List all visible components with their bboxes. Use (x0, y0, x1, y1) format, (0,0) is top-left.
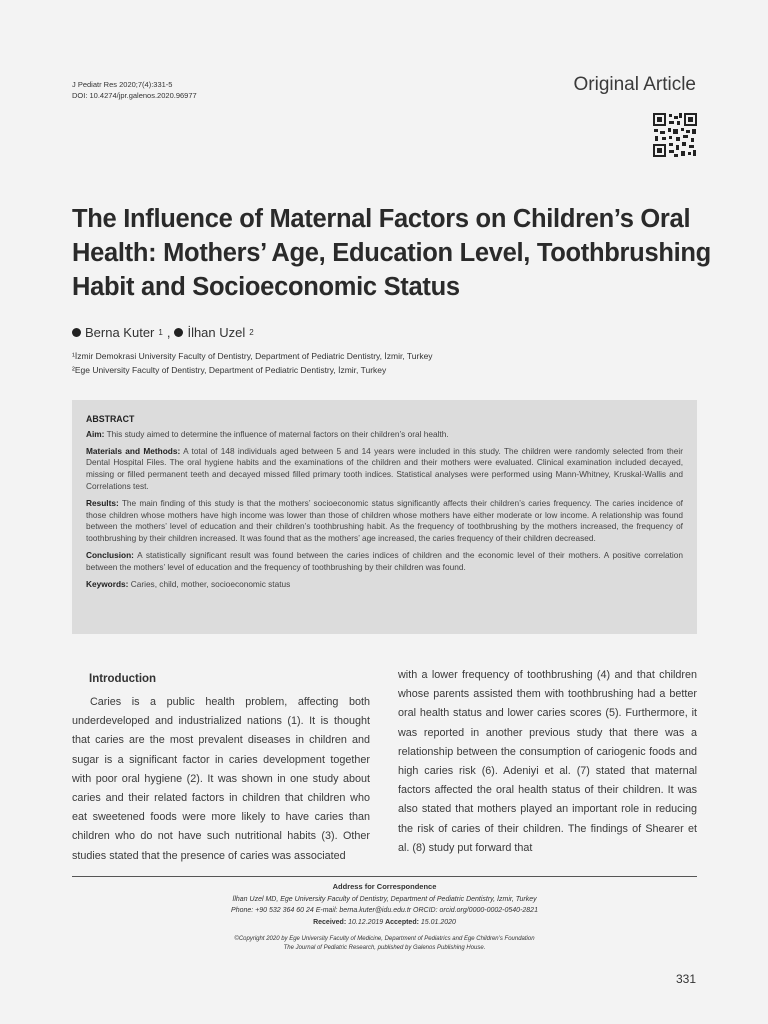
abstract-results-label: Results: (86, 497, 119, 508)
received-date: 10.12.2019 (346, 919, 386, 926)
author-affiliation-number: 2 (249, 328, 254, 337)
journal-header (72, 79, 197, 101)
affiliation-2: ²Ege University Faculty of Dentistry, Department of Pediatric Dentistry, İzmir, Turkey (72, 365, 387, 375)
received-label: Received: (313, 919, 347, 926)
abstract-results (86, 498, 683, 545)
body-text-left-column: Caries is a public health problem, affecting both underdeveloped and industrialized nations (1). It is thought that caries are the most prevalent diseases in children and sugar is a significant factor in caries development together with poor oral hygiene (2). It was shown in one study about caries and their related factors in children that children who eat sweetened foods were more likely to have caries than children who do not have such nutritional habits (3). Other studies stated that the presence of caries was associated (72, 696, 370, 862)
affiliation-1: ¹İzmir Demokrasi University Faculty of Dentistry, Department of Pediatric Dentistry, İzmir, Turkey (72, 351, 433, 361)
abstract-methods-label: Materials and Methods: (86, 445, 181, 456)
page-number: 331 (675, 972, 696, 986)
correspondence-contact: Phone: +90 532 364 60 24 E-mail: berna.kuter@idu.edu.tr ORCID: orcid.org/0000-0002-0540-2821 (231, 907, 538, 914)
author-affiliation-number: 1 (158, 328, 163, 337)
copyright-line-1: ©Copyright 2020 by Ege University Faculty of Medicine, Department of Pediatrics and Ege Children’s Foundation (234, 936, 535, 942)
abstract-methods-text: A total of 148 individuals aged between 5 and 14 years were included in this study. The children were randomly selected from their Dental Hospital Files. The oral hygiene habits and the examinations of the children and their mothers were evaluated. Clinical examination included decayed, missing or filled permanent teeth and decayed missed filled primary tooth indices. Statistical analyses were performed using Mann-Whitney, Kruskal-Wallis and Correlations test. (86, 445, 683, 491)
abstract-conclusion-text: A statistically significant result was found between the caries indices of children and the economic level of their mothers. A positive correlation between the mothers’ level of education and the frequency of toothbrushing by their children was found. (86, 549, 683, 572)
abstract-conclusion-label: Conclusion: (86, 549, 134, 560)
accepted-label: Accepted: (385, 919, 419, 926)
abstract-methods (86, 446, 683, 493)
abstract-keywords (86, 579, 683, 591)
footer-divider (72, 876, 697, 877)
correspondence-dates (72, 918, 697, 929)
section-heading-introduction: Introduction (89, 673, 157, 685)
author-name: İlhan Uzel (187, 325, 246, 340)
author-list (72, 325, 254, 340)
accepted-date: 15.01.2020 (418, 919, 456, 926)
abstract-box (72, 400, 697, 634)
copyright-notice (72, 935, 697, 952)
abstract-keywords-text: Caries, child, mother, socioeconomic status (128, 578, 291, 589)
correspondence-title: Address for Correspondence (332, 882, 437, 891)
abstract-aim (86, 429, 683, 441)
abstract-aim-text: This study aimed to determine the influence of maternal factors on their children’s oral health. (104, 428, 449, 439)
abstract-heading: ABSTRACT (86, 414, 135, 424)
abstract-aim-label: Aim: (86, 428, 105, 439)
body-text-right-column: with a lower frequency of toothbrushing (4) and that children whose parents assisted them with toothbrushing had a better oral health status and lower caries scores (5). Furthermore, it was reported in another previous study that there was a relationship between the consumption of cariogenic foods and high caries risk (6). Adeniyi et al. (7) stated that maternal factors affected the oral health status of their children. It was also stated that mothers played an important role in reducing the risk of caries of their children. The findings of Shearer et al. (8) study put forward that (398, 669, 697, 854)
author-name: Berna Kuter (85, 325, 155, 340)
orcid-icon[interactable] (174, 328, 183, 337)
doi-link[interactable]: DOI: 10.4274/jpr.galenos.2020.96977 (72, 91, 197, 100)
copyright-line-2: The Journal of Pediatric Research, published by Galenos Publishing House. (283, 944, 486, 951)
orcid-icon[interactable] (72, 328, 81, 337)
abstract-results-text: The main finding of this study is that the mothers’ socioeconomic status significantly affects their children’s caries frequency. The caries incidence of those children whose mothers have high income was lower than those of children whose mothers have either moderate or low income. A relationship was found between the mothers’ level of education and their children’s toothbrushing habit. As the frequency of toothbrushing by the mothers increased, the frequency of toothbrushing by their children increased. It was found that as the mothers’ age increased, the caries frequency of their children decreased. (86, 497, 683, 544)
abstract-keywords-label: Keywords: (86, 578, 129, 589)
article-title: The Influence of Maternal Factors on Children’s Oral Health: Mothers’ Age, Education Level, Toothbrushing Habit and Socioeconomic Status (72, 205, 711, 301)
correspondence-address: İlhan Uzel MD, Ege University Faculty of Dentistry, Department of Pediatric Dentistry, İzmir, Turkey (232, 896, 537, 903)
journal-citation: J Pediatr Res 2020;7(4):331-5 (72, 80, 173, 89)
article-type-label: Original Article (573, 74, 696, 95)
qr-code-icon (652, 112, 698, 158)
abstract-conclusion (86, 550, 683, 574)
author-separator: , (166, 325, 171, 340)
